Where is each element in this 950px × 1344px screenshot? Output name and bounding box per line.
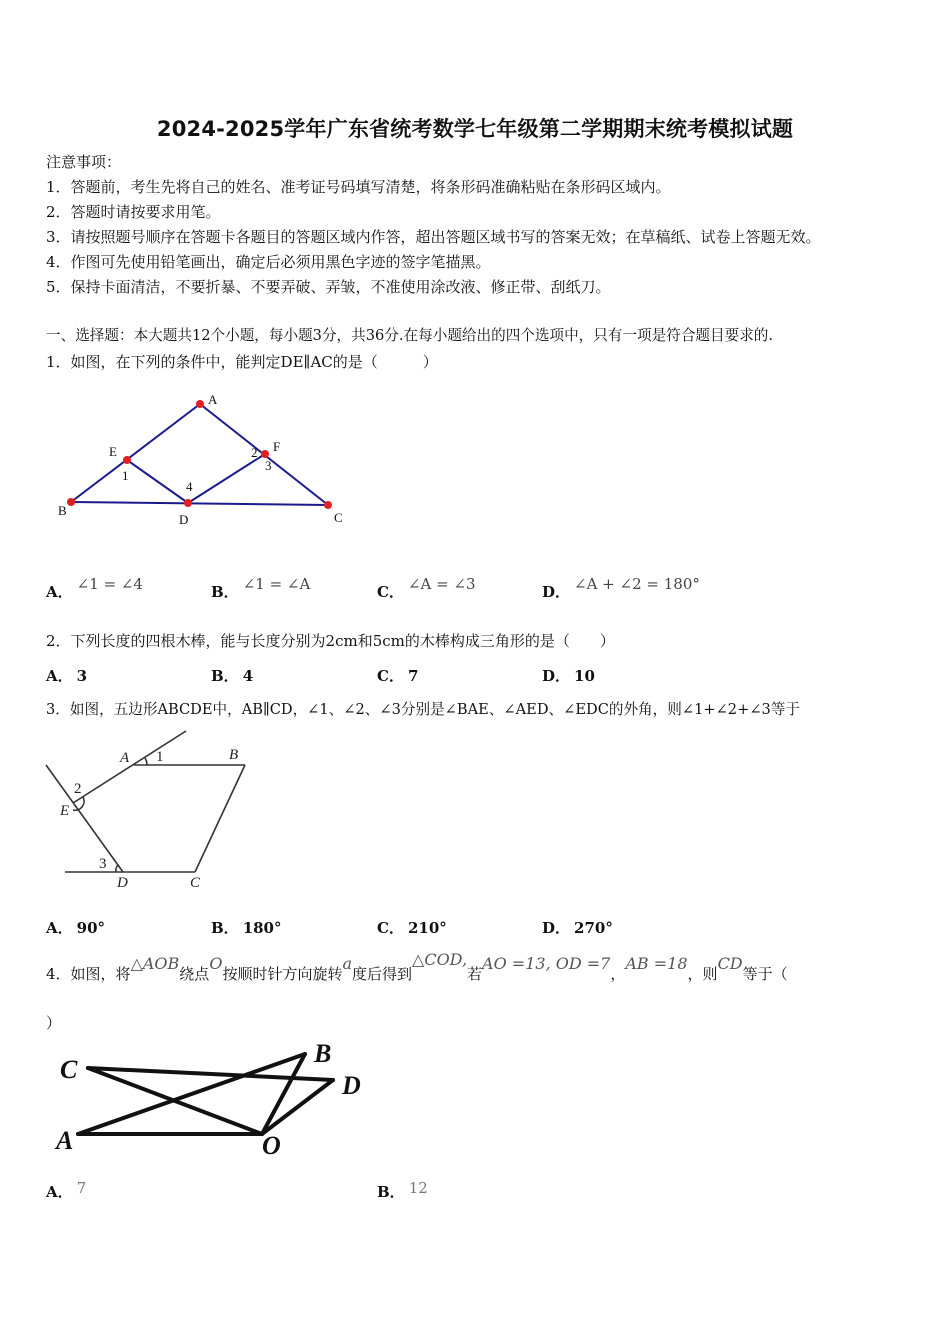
label-a: A bbox=[120, 750, 130, 766]
question-4-close: ） bbox=[46, 1014, 62, 1032]
page-title: 2024-2025学年广东省统考数学七年级第二学期期末统考模拟试题 bbox=[156, 117, 794, 141]
q3-option-a[interactable]: A． 90° bbox=[46, 919, 106, 937]
label-angle-3: 3 bbox=[265, 458, 272, 473]
label-c: C bbox=[190, 875, 201, 891]
point-b bbox=[67, 498, 75, 506]
question-number: 1． bbox=[46, 353, 71, 371]
label-a: A bbox=[56, 1126, 74, 1155]
segment-ab bbox=[71, 404, 200, 502]
label-e: E bbox=[60, 803, 70, 819]
q3-figure bbox=[40, 725, 260, 895]
q2-option-a[interactable]: A． 3 bbox=[46, 667, 88, 685]
q3-option-c[interactable]: C． 210° bbox=[377, 919, 447, 937]
math-ao-od: AO =13, OD =7 bbox=[482, 954, 611, 973]
segment-ed-extended bbox=[46, 765, 123, 872]
q4-option-b[interactable]: B． 12 bbox=[377, 1179, 428, 1201]
math-cd: CD bbox=[717, 954, 743, 973]
q4-figure bbox=[50, 1038, 380, 1163]
label-angle-2: 2 bbox=[251, 445, 258, 460]
notice-item: 4．作图可先使用铅笔画出，确定后必须用黑色字迹的签字笔描黑。 bbox=[46, 253, 491, 271]
notice-item: 5．保持卡面清洁，不要折暴、不要弄破、弄皱，不准使用涂改液、修正带、刮纸刀。 bbox=[46, 278, 611, 296]
segment-ea-extended bbox=[73, 731, 186, 803]
question-1 bbox=[46, 352, 438, 372]
question-text: 如图，五边形ABCDE中，AB∥CD，∠1、∠2、∠3分别是∠BAE、∠AED、∠EDC的外角，则∠1+∠2+∠3等于 bbox=[69, 701, 801, 718]
q4-option-a[interactable]: A． 7 bbox=[46, 1179, 87, 1201]
math-point-o: O bbox=[209, 954, 223, 973]
segment-bc bbox=[71, 502, 328, 505]
point-c bbox=[324, 501, 332, 509]
q2-option-b[interactable]: B． 4 bbox=[211, 667, 254, 685]
angle-3-arc bbox=[116, 865, 118, 872]
q2-option-d[interactable]: D． 10 bbox=[542, 667, 595, 685]
question-3 bbox=[46, 700, 800, 720]
segment-ab bbox=[78, 1054, 305, 1134]
label-b: B bbox=[229, 747, 239, 763]
point-d bbox=[184, 499, 192, 507]
label-angle-2: 2 bbox=[74, 781, 82, 797]
math-angle-a: a bbox=[342, 954, 352, 973]
label-a: A bbox=[208, 392, 218, 407]
point-a bbox=[196, 400, 204, 408]
label-angle-3: 3 bbox=[99, 856, 107, 872]
notice-heading: 注意事项： bbox=[46, 153, 122, 171]
q1-option-d[interactable]: D． ∠A + ∠2 = 180° bbox=[542, 575, 700, 601]
notice-item: 2．答题时请按要求用笔。 bbox=[46, 203, 221, 221]
q1-option-c[interactable]: C． ∠A = ∠3 bbox=[377, 575, 476, 601]
segment-od bbox=[262, 1080, 333, 1134]
question-number: 3． bbox=[46, 701, 70, 718]
q1-option-b[interactable]: B． ∠1 = ∠A bbox=[211, 575, 311, 601]
label-b: B bbox=[314, 1039, 332, 1068]
notice-item: 3．请按照题号顺序在答题卡各题目的答题区域内作答，超出答题区域书写的答案无效；在草稿纸、试卷上答题无效。 bbox=[46, 228, 821, 246]
section-heading: 一、选择题：本大题共12个小题，每小题3分，共36分.在每小题给出的四个选项中，只有一项是符合题目要求的. bbox=[46, 327, 774, 344]
question-4: 4．如图，将△AOB绕点O按顺时针方向旋转a度后得到△COD,若AO =13, OD =7，AB =18，则CD等于（ bbox=[46, 950, 788, 983]
point-e bbox=[123, 456, 131, 464]
label-b: B bbox=[58, 503, 67, 518]
question-2 bbox=[46, 631, 615, 651]
label-d: D bbox=[117, 875, 128, 891]
question-text: 如图，在下列的条件中，能判定DE∥AC的是（ ） bbox=[70, 353, 438, 371]
math-triangle-aob: △AOB bbox=[130, 954, 180, 973]
q1-figure bbox=[46, 390, 366, 530]
label-e: E bbox=[109, 444, 117, 459]
label-d: D bbox=[342, 1071, 361, 1100]
label-f: F bbox=[273, 439, 281, 454]
q2-option-c[interactable]: C． 7 bbox=[377, 667, 419, 685]
segment-df bbox=[188, 454, 265, 503]
question-number: 2． bbox=[46, 632, 71, 650]
segment-bc bbox=[195, 765, 245, 872]
label-angle-1: 1 bbox=[156, 749, 164, 765]
q1-option-a[interactable]: A． ∠1 = ∠4 bbox=[46, 575, 143, 601]
segment-ed bbox=[127, 460, 188, 503]
label-c: C bbox=[334, 510, 343, 525]
math-ab: AB =18 bbox=[625, 954, 688, 973]
point-f bbox=[261, 450, 269, 458]
q3-option-b[interactable]: B． 180° bbox=[211, 919, 282, 937]
angle-1-arc bbox=[145, 758, 147, 765]
label-angle-1: 1 bbox=[122, 468, 129, 483]
label-angle-4: 4 bbox=[186, 479, 193, 494]
question-text: 下列长度的四根木棒，能与长度分别为2cm和5cm的木棒构成三角形的是（ ） bbox=[70, 632, 615, 650]
notice-item: 1．答题前，考生先将自己的姓名、准考证号码填写清楚，将条形码准确粘贴在条形码区域内。 bbox=[46, 178, 671, 196]
math-triangle-cod: △COD, bbox=[412, 950, 468, 969]
question-number: 4． bbox=[46, 965, 71, 983]
label-d: D bbox=[179, 512, 189, 527]
label-c: C bbox=[60, 1055, 78, 1084]
q3-option-d[interactable]: D． 270° bbox=[542, 919, 613, 937]
label-o: O bbox=[262, 1131, 281, 1160]
